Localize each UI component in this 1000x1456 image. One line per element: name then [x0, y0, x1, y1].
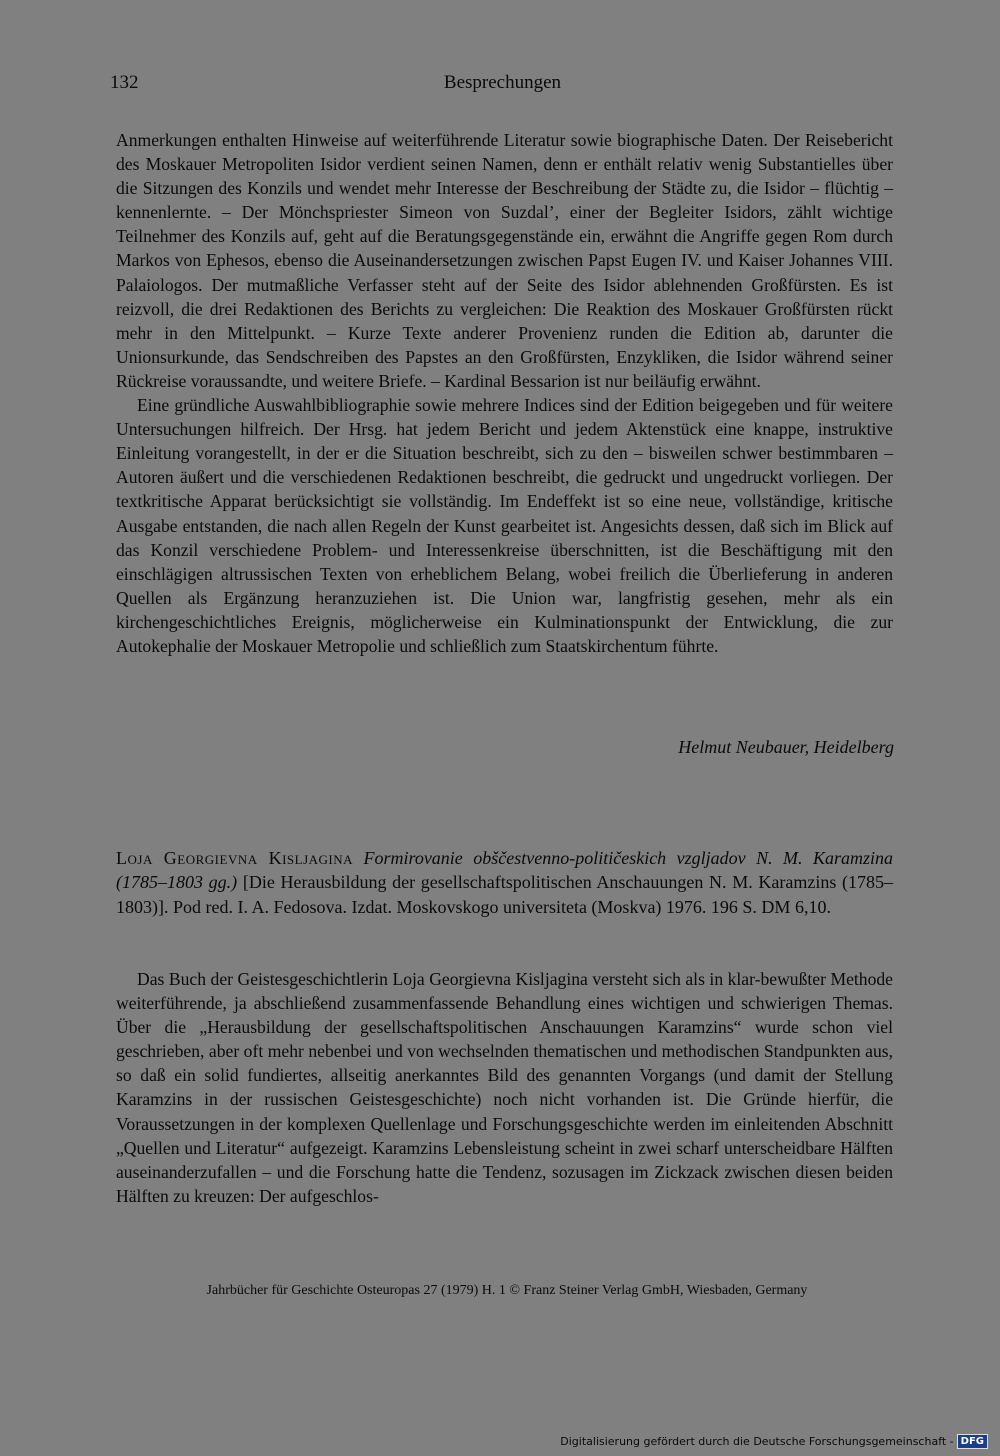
running-title: Besprechungen	[443, 72, 562, 93]
review1-paragraph-2: Eine gründliche Auswahlbibliographie sowie mehrere Indices sind der Edition beigegeben und für weitere Untersuchungen hilfreich. Der Hrsg. hat jedem Bericht und jedem Aktenstück eine knappe, instruktive Einleitung vorangestellt, in der er die Situation beschreibt, sich zu den – bisweilen schwer bestimmbaren – Autoren äußert und die verschiedenen Redaktionen beschreibt, die gedruckt und ungedruckt vorliegen. Der textkritische Apparat berücksichtigt sie vollständig. Im Endeffekt ist so eine neue, vollständige, kritische Ausgabe entstanden, die nach allen Regeln der Kunst gearbeitet ist. Angesichts dessen, daß sich im Blick auf das Konzil verschiedene Problem- und Interessenkreise überschnitten, ist die Beschäftigung mit den einschlägigen altrussischen Texten von erheblichem Belang, wobei freilich die Überlieferung in anderen Quellen als Ergänzung heranzuziehen ist. Die Union war, langfristig gesehen, mehr als ein kirchengeschichtliches Ereignis, möglicherweise ein Kulminationspunkt der Entwicklung, die zur Autokephalie der Moskauer Metropolie und schließlich zum Staatskirchentum führte.	[116, 395, 893, 656]
journal-citation: Jahrbücher für Geschichte Osteuropas 27 (1979) H. 1 © Franz Steiner Verlag GmbH, Wiesbaden, Germany	[206, 1283, 808, 1298]
review-section-1	[116, 128, 893, 658]
digitization-bar	[560, 1434, 988, 1449]
book-details: [Die Herausbildung der gesellschaftspolitischen Anschauungen N. M. Karamzins (1785–1803)]. Pod red. I. A. Fedosova. Izdat. Moskovskogo universiteta (Moskva) 1976. 196 S. DM 6,10.	[116, 872, 893, 917]
reviewer-signature: Helmut Neubauer, Heidelberg	[678, 737, 894, 757]
review-section-2	[116, 967, 893, 1208]
digitization-note: Digitalisierung gefördert durch die Deutsche Forschungsgemeinschaft -	[560, 1435, 954, 1448]
page-number: 132	[110, 72, 139, 93]
book-author: Loja Georgievna Kisljagina	[116, 848, 354, 868]
bibliographic-entry	[116, 846, 893, 919]
dfg-logo-icon: DFG	[957, 1434, 988, 1449]
book-title: Formirovanie obščestvenno-političeskich vzgljadov N. M. Karamzina (1785–1803 gg.)	[116, 848, 894, 893]
review2-paragraph-1: Das Buch der Geistesgeschichtlerin Loja Georgievna Kisljagina versteht sich als in klar-bewußter Methode weiterführende, ja abschließend zusammenfassende Behandlung eines wichtigen und schwierigen Themas. Über die „Herausbildung der gesellschaftspolitischen Anschauungen Karamzins“ wurde schon viel geschrieben, aber oft mehr nebenbei und von wechselnden thematischen und methodischen Standpunkten aus, so daß ein solid fundiertes, allseitig anerkanntes Bild des genannten Vorgangs (und damit der Stellung Karamzins in der russischen Geistesgeschichte) noch nicht vorhanden ist. Die Gründe hierfür, die Voraussetzungen in der komplexen Quellenlage und Forschungsgeschichte werden im einleitenden Abschnitt „Quellen und Literatur“ aufgezeigt. Karamzins Lebensleistung scheint in zwei scharf unterscheidbare Hälften auseinanderzufallen – und die Forschung hatte die Tendenz, sozusagen im Zickzack zwischen diesen beiden Hälften zu kreuzen: Der aufgeschlos-	[116, 969, 893, 1206]
page-header	[110, 72, 895, 102]
review1-paragraph-1: Anmerkungen enthalten Hinweise auf weiterführende Literatur sowie biographische Daten. Der Reisebericht des Moskauer Metropoliten Isidor verdient seinen Namen, denn er enthält relativ wenig Substantielles über die Sitzungen des Konzils und wendet mehr Interesse der Beschreibung der Städte zu, die Isidor – flüchtig – kennenlernte. – Der Mönchspriester Simeon von Suzdal’, einer der Begleiter Isidors, zählt wichtige Teilnehmer des Konzils auf, geht auf die Beratungsgegenstände ein, erwähnt die Angriffe gegen Rom durch Markos von Ephesos, ebenso die Auseinandersetzungen zwischen Papst Eugen IV. und Kaiser Johannes VIII. Palaiologos. Der mutmaßliche Verfasser steht auf der Seite des Isidor ablehnenden Großfürsten. Es ist reizvoll, die drei Redaktionen des Berichts zu vergleichen: Die Reaktion des Moskauer Großfürsten rückt mehr in den Mittelpunkt. – Kurze Texte anderer Provenienz runden die Edition ab, darunter die Unionsurkunde, das Sendschreiben des Papstes an den Großfürsten, Enzykliken, die Isidor während seiner Rückreise voraussandte, und weitere Briefe. – Kardinal Bessarion ist nur beiläufig erwähnt.	[116, 130, 893, 391]
